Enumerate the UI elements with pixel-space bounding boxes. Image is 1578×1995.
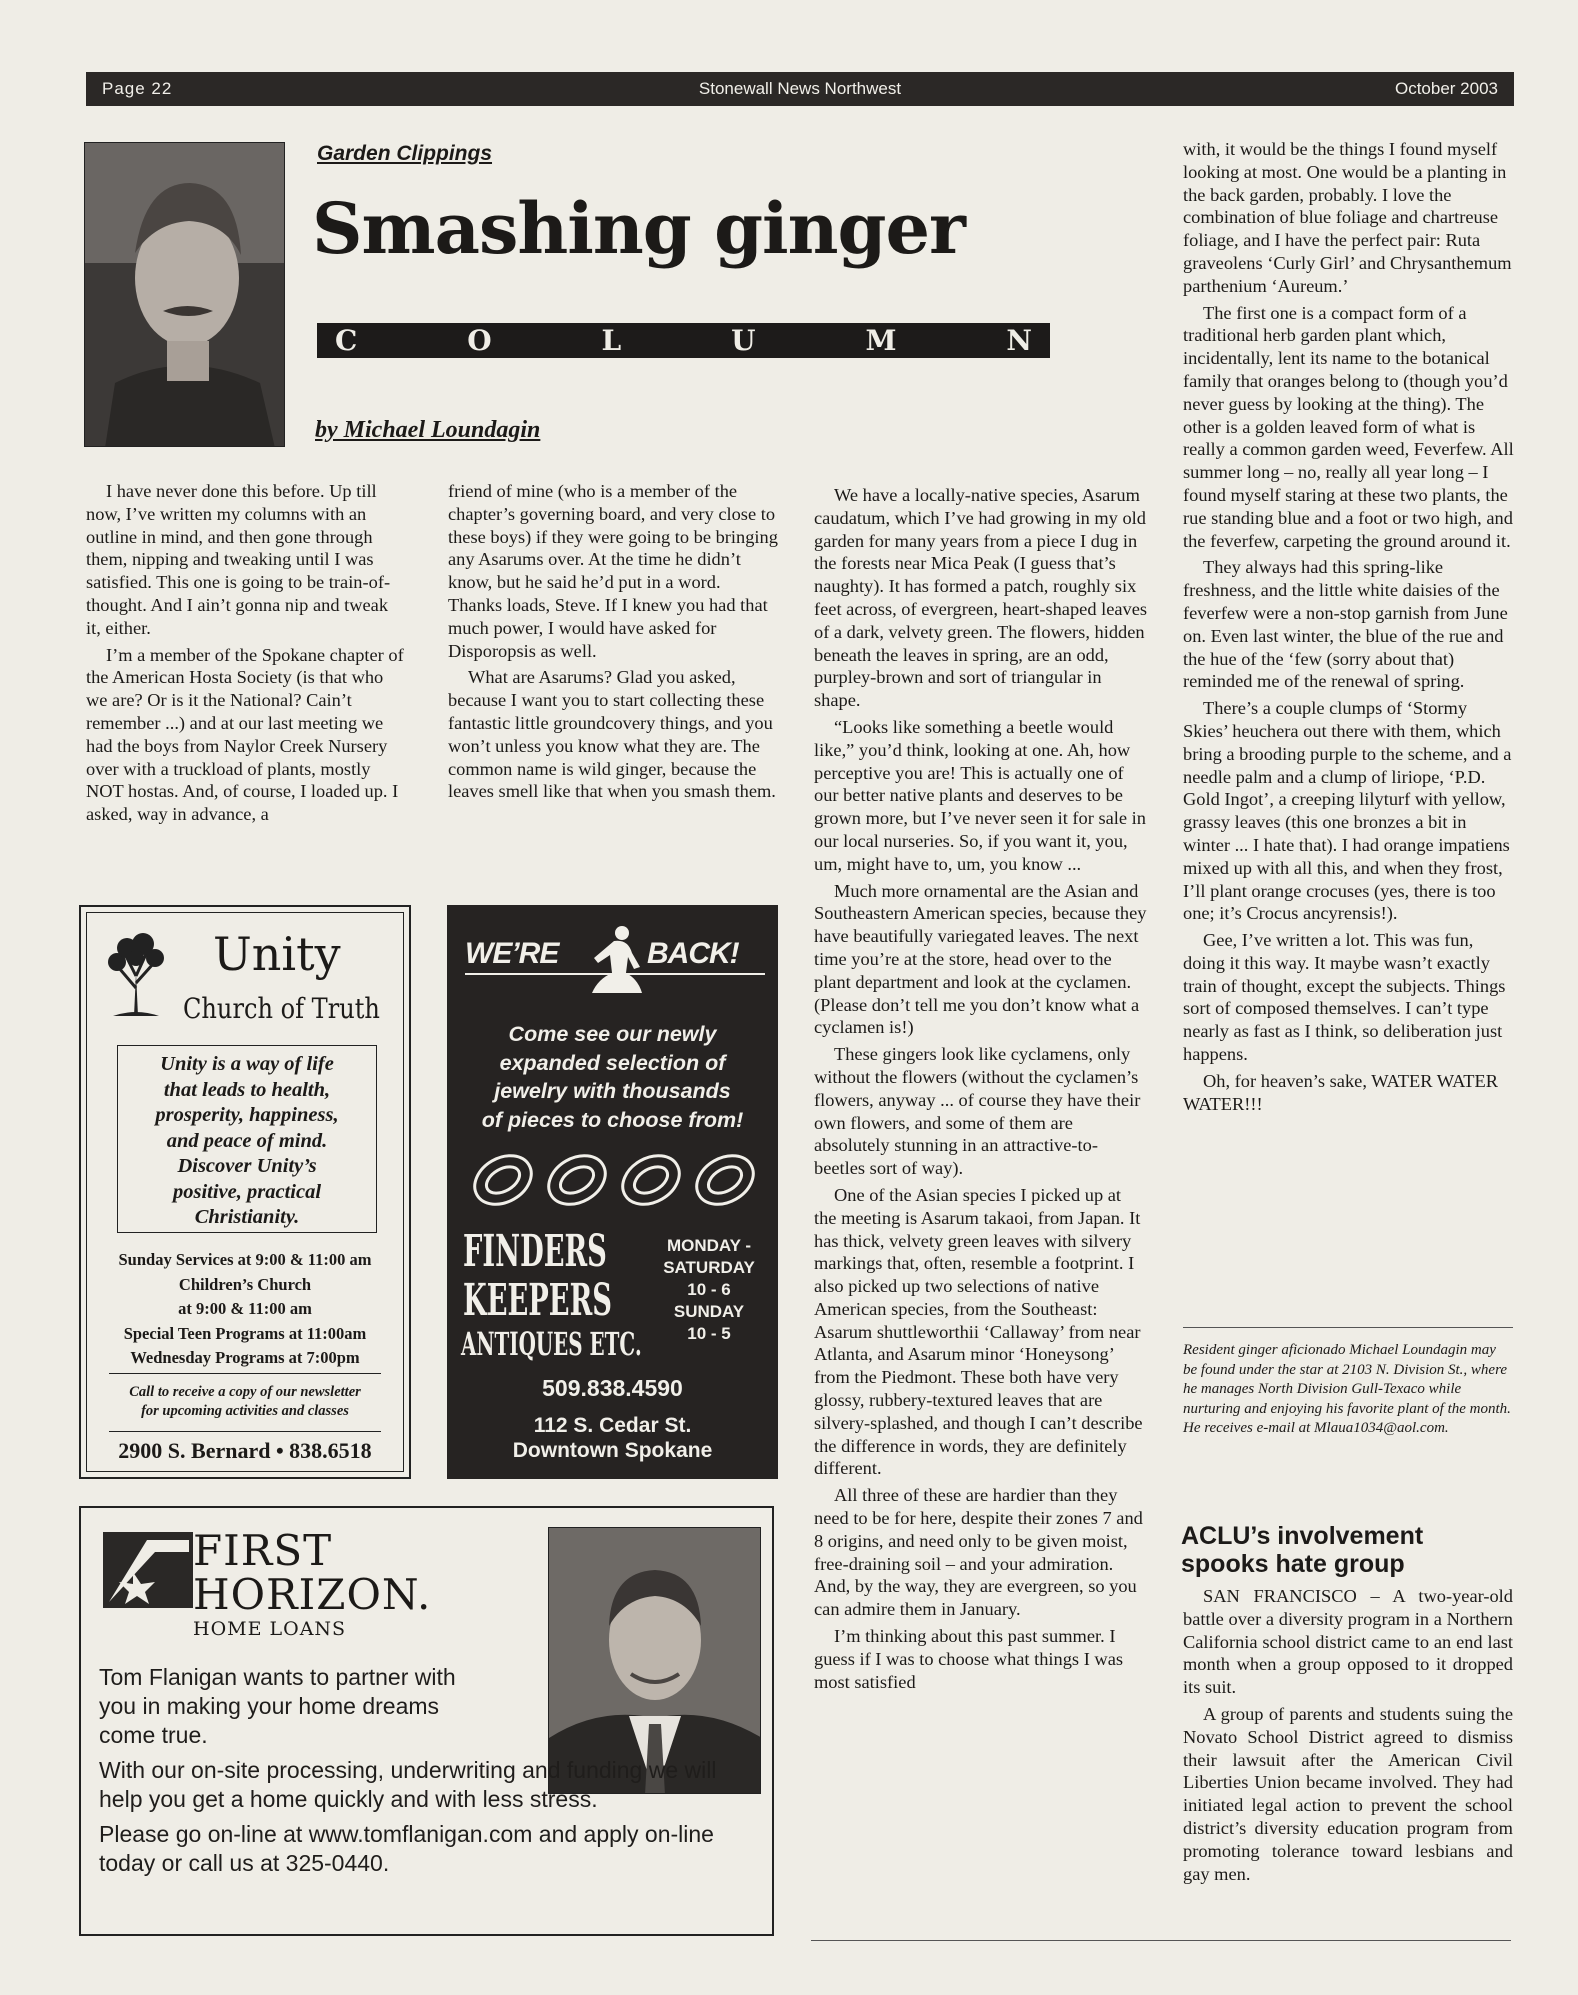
column-letter: N xyxy=(1006,324,1032,357)
article-column-3 xyxy=(814,484,1148,1697)
column-letter: O xyxy=(467,324,492,357)
article-paragraph: Oh, for heaven’s sake, WATER WATER WATER!!! xyxy=(1183,1070,1499,1114)
article-paragraph: What are Asarums? Glad you asked, because I want you to start collecting these fantastic little groundcovery things, and you won’t unless you know what they are. The common name is wild ginger, because the leaves smell like that when you smash them. xyxy=(448,667,776,802)
back-text: BACK! xyxy=(647,937,739,970)
ad-inner-border xyxy=(86,912,404,1472)
article-paragraph: “Looks like something a beetle would like,” you’d think, looking at one. Ah, how perceptive you are! This is actually one of our better native plants and deserves to be grown more, but I’ve never seen it for sale in our local nurseries. So, if you want it, you, um, might have to, um, you know ... xyxy=(814,716,1146,874)
article-paragraph: with, it would be the things I found myself looking at most. One would be a planting in the back garden, probably. I love the combination of blue foliage and chartreuse foliage, and I have the perfect pair: Ruta graveolens ‘Curly Girl’ and Chrysanthemum parthenium ‘Aureum.’ xyxy=(1183,139,1512,296)
ad-paragraph: With our on-site processing, underwriting and funding we will help you get a home quickly and with less stress. xyxy=(99,1757,717,1812)
motto-line: positive, practical xyxy=(172,1180,322,1203)
finders-keepers-ad xyxy=(447,905,778,1479)
column-letter: C xyxy=(335,324,358,357)
article-paragraph: All three of these are hardier than they need to be for here, despite their zones 7 and 8 origins, and need only to be given moist, free-draining soil – and your admiration. And, by the way, they are evergreen, so you can admire them in January. xyxy=(814,1485,1143,1620)
article-paragraph: One of the Asian species I picked up at the meeting is Asarum takaoi, from Japan. It has thick, velvety green leaves with silvery markings that, often, resemble a footprint. I also picked up two selections of native American species, from the Southeast: Asarum shuttleworthii ‘Callaway’ from near Atlanta, and Asarum minor ‘Honeysong’ from the Piedmont. These both have very glossy, rubbery-textured leaves that are silvery-splashed, and though I can’t describe the difference in words, they are definitely different. xyxy=(814,1184,1143,1479)
bottom-divider xyxy=(811,1940,1511,1941)
service-line: at 9:00 & 11:00 am xyxy=(178,1299,312,1318)
name-line: FINDERS xyxy=(463,1226,607,1277)
column-kicker: Garden Clippings xyxy=(317,142,493,165)
page-number: Page 22 xyxy=(102,79,173,98)
unity-motto-box xyxy=(117,1045,377,1233)
hours-line: SUNDAY xyxy=(673,1302,745,1321)
motto-line: Unity is a way of life xyxy=(160,1053,334,1075)
author-photo xyxy=(84,142,285,447)
address-line: Downtown Spokane xyxy=(512,1439,713,1462)
unity-church-ad xyxy=(79,905,411,1479)
were-text: WE’RE xyxy=(465,937,559,970)
finders-tagline xyxy=(457,1020,768,1134)
horizon-ad-copy xyxy=(99,1663,759,1884)
aclu-headline: ACLU’s involvement spooks hate group xyxy=(1181,1522,1424,1578)
aclu-paragraph: SAN FRANCISCO – A two-year-old battle over a diversity program in a Northern California school district came to an end last month when a group opposed to it dropped its suit. xyxy=(1183,1586,1513,1698)
hours-line: MONDAY - xyxy=(666,1236,752,1255)
call-line: for upcoming activities and classes xyxy=(141,1403,349,1419)
logo-home-loans: HOME LOANS xyxy=(193,1618,347,1640)
aclu-story xyxy=(1183,1585,1513,1889)
tagline-line: Come see our newly xyxy=(508,1022,717,1046)
ring-icon xyxy=(465,1145,765,1215)
ad-divider xyxy=(109,1373,381,1374)
service-line: Wednesday Programs at 7:00pm xyxy=(130,1348,360,1367)
ad-paragraph: Please go on-line at www.tomflanigan.com and apply on-line today or call us at 325-0440. xyxy=(99,1821,714,1876)
figure-icon xyxy=(584,923,650,999)
first-horizon-ad xyxy=(79,1506,774,1936)
column-letter: L xyxy=(601,324,622,357)
byline: by Michael Loundagin xyxy=(315,417,541,443)
article-paragraph: Much more ornamental are the Asian and Southeastern American species, because they have beautifully variegated leaves. The next time you’re at the store, head over to the plant department and look at the cyclamen. (Please don’t tell me you don’t know what a cyclamen is!) xyxy=(814,880,1147,1038)
motto-line: prosperity, happiness, xyxy=(155,1104,339,1126)
logo-first: FIRST xyxy=(193,1526,333,1575)
article-paragraph: I’m thinking about this past summer. I guess if I was to choose what things I was most satisfied xyxy=(814,1626,1124,1692)
bio-divider xyxy=(1183,1327,1513,1328)
store-hours xyxy=(649,1235,769,1345)
article-paragraph: I have never done this before. Up till now, I’ve written my columns with an outline in mind, and then gone through them, nipping and tweaking until I was satisfied. This one is going to be train-of-thought. And I ain’t gonna nip and tweak it, either. xyxy=(86,481,391,638)
column-label-bar xyxy=(317,323,1050,358)
hours-line: SATURDAY xyxy=(663,1258,755,1277)
unity-address: 2900 S. Bernard • 838.6518 xyxy=(118,1438,372,1463)
issue-date: October 2003 xyxy=(1394,79,1498,98)
service-line: Special Teen Programs at 11:00am xyxy=(123,1323,367,1343)
article-column-1 xyxy=(86,480,404,830)
aclu-paragraph: A group of parents and students suing the Novato School District agreed to dismiss their lawsuit after the American Civil Liberties Union became involved. They had initiated legal action to prevent the school district’s diversity education program from promoting tolerance toward lesbians and gay men. xyxy=(1183,1703,1513,1884)
name-line: KEEPERS xyxy=(463,1275,612,1326)
ad-paragraph: Tom Flanigan wants to partner with you in making your home dreams come true. xyxy=(99,1664,456,1748)
article-column-2 xyxy=(448,480,778,807)
ad-divider xyxy=(109,1431,381,1432)
article-paragraph: Gee, I’ve written a lot. This was fun, doing it this way. It maybe wasn’t exactly train of thought, except the subjects. Things sort of composed themselves. I can’t type nearly as fast as I think, so deliberation just happens. xyxy=(1183,930,1506,1065)
hours-line: 10 - 5 xyxy=(687,1324,731,1343)
store-address xyxy=(447,1413,778,1463)
article-paragraph: The first one is a compact form of a traditional herb garden plant which, incidentally, lent its name to the botanical family that oranges belong to (though you’d never guess by looking at the thing). The other is a golden leaved form of what is really a common garden weed, Feverfew. All summer long – no, really all year long – I found myself staring at these two plants, the rue standing blue and a foot or two high, and the feverfew, carpeting the ground around it. xyxy=(1183,302,1514,551)
motto-line: Christianity. xyxy=(194,1206,300,1228)
motto-line: that leads to health, xyxy=(163,1078,331,1101)
author-bio: Resident ginger aficionado Michael Loundagin may be found under the star at 2103 N. Division St., where he manages North Division Gull-Texaco while nurturing and enjoying his favorite plant of the month. He receives e-mail at Mlaua1034@aol.com. xyxy=(1183,1342,1511,1436)
article-paragraph: These gingers look like cyclamens, only without the flowers (without the cyclamen’s flowers, anyway ... of course they have their own flowers, and some of them are absolutely stunning in an attractive-to-beetles sort of way). xyxy=(814,1044,1141,1179)
article-headline: Smashing ginger xyxy=(312,187,965,270)
publication-name: Stonewall News Northwest xyxy=(698,79,902,98)
column-letter: M xyxy=(865,324,897,357)
call-line: Call to receive a copy of our newsletter xyxy=(129,1384,361,1400)
article-paragraph: They always had this spring-like freshness, and the little white daisies of the feverfew were a non-stop garnish from June on. Even last winter, the blue of the rue and the hue of the ‘few (sorry about that) reminded me of the renewal of spring. xyxy=(1183,557,1508,692)
article-paragraph: There’s a couple clumps of ‘Stormy Skies’ heuchera out there with them, which bring a brooding purple to the scheme, and a needle palm and a clump of liriope, ‘P.D. Gold Ingot’, a creeping lilyturf with yellow, grassy leaves (this one bronzes a bit in winter ... I hate that). I had orange impatiens mixed up with all this, and when they frost, I’ll plant orange crocuses (yes, there is too one; it’s Crocus ancyrensis!). xyxy=(1183,698,1512,924)
article-paragraph: I’m a member of the Spokane chapter of the American Hosta Society (is that who we are? Or is it the National? Cain’t remember ...) and at our last meeting we had the boys from Naylor Creek Nursery over with a truckload of plants, mostly NOT hostas. And, of course, I loaded up. I asked, way in advance, a xyxy=(86,644,404,825)
tagline-line: jewelry with thousands xyxy=(494,1079,731,1103)
tree-icon xyxy=(105,928,167,1018)
store-phone: 509.838.4590 xyxy=(542,1375,683,1401)
tagline-line: of pieces to choose from! xyxy=(481,1107,744,1132)
motto-line: and peace of mind. xyxy=(166,1129,328,1152)
finders-keepers-name xyxy=(463,1227,612,1325)
unity-newsletter-note xyxy=(87,1383,403,1421)
article-column-4 xyxy=(1183,138,1515,1119)
page-header-bar xyxy=(86,72,1514,106)
service-line: Sunday Services at 9:00 & 11:00 am xyxy=(118,1250,372,1269)
star-logo-icon xyxy=(103,1532,193,1608)
address-line: 112 S. Cedar St. xyxy=(533,1414,692,1437)
tagline-line: expanded selection of xyxy=(499,1050,726,1075)
unity-subname: Church of Truth xyxy=(183,992,380,1025)
article-paragraph: We have a locally-native species, Asarum caudatum, which I’ve had growing in my old garden for many years from a piece I dug in the forests near Mica Peak (I guess that’s naughty). It has formed a patch, roughly six feet across, of evergreen, heart-shaped leaves of a dark, velvety green. The flowers, hidden beneath the leaves in spring, are an odd, purpley-brown and sort of triangular in shape. xyxy=(814,485,1148,711)
unity-services xyxy=(87,1248,403,1371)
unity-name: Unity xyxy=(213,927,341,981)
logo-horizon: HORIZON. xyxy=(193,1570,432,1619)
service-line: Children’s Church xyxy=(178,1274,312,1294)
hours-line: 10 - 6 xyxy=(687,1280,731,1299)
motto-line: Discover Unity’s xyxy=(177,1155,317,1177)
column-letter: U xyxy=(731,324,756,357)
antiques-etc: ANTIQUES ETC. xyxy=(461,1325,642,1363)
article-paragraph: friend of mine (who is a member of the chapter’s governing board, and very close to these boys) if they were going to be bringing any Asarums over. At the time he didn’t know, but he said he’d put in a word. Thanks loads, Steve. If I knew you had that much power, I would have asked for Disporopsis as well. xyxy=(448,481,778,661)
